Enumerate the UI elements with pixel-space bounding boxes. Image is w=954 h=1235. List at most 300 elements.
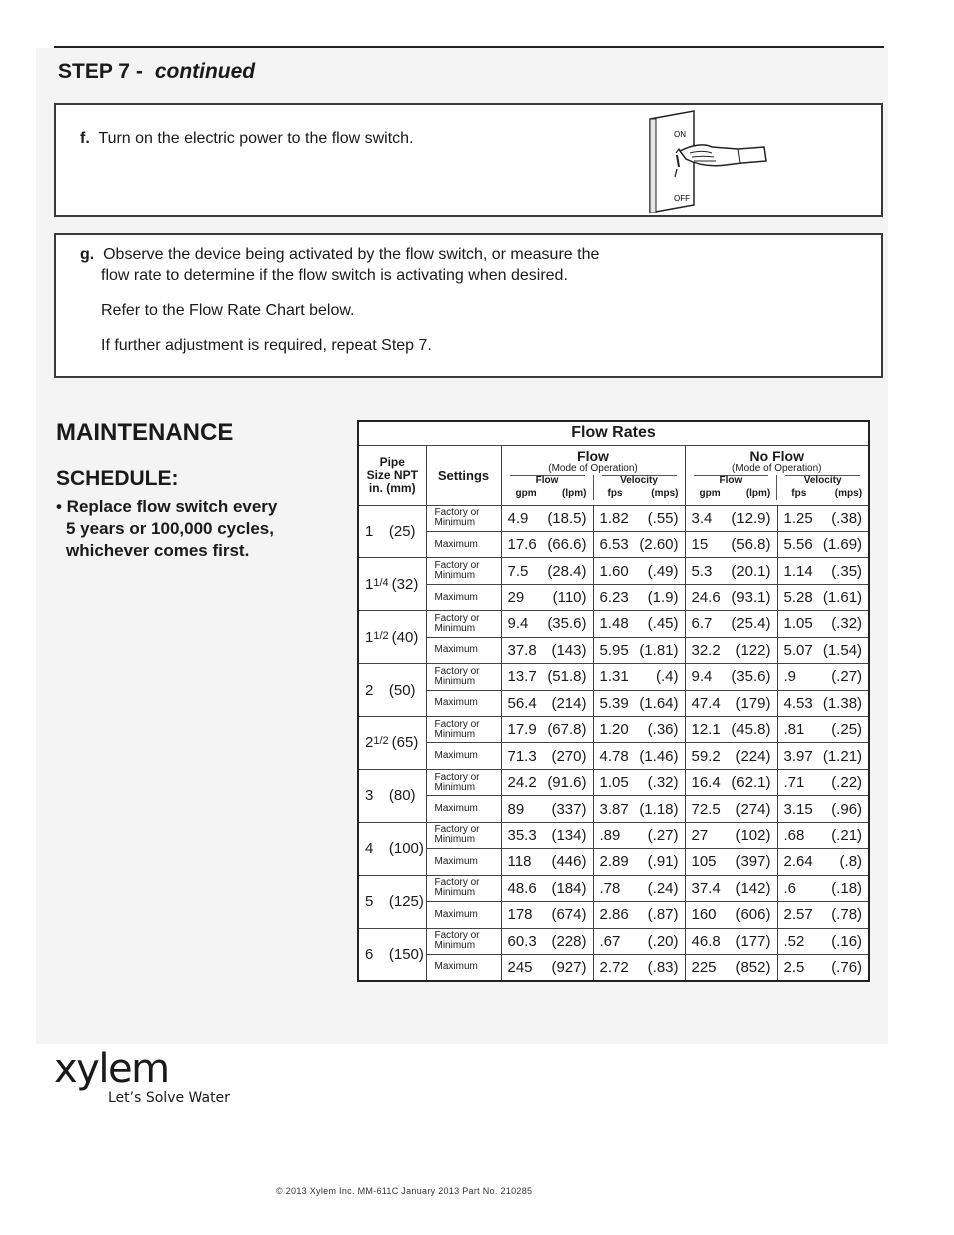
table-row bbox=[358, 796, 869, 822]
value-metric: (852) bbox=[735, 958, 771, 976]
pipe-size-mm: (65) bbox=[391, 734, 419, 752]
value-metric: (270) bbox=[551, 747, 587, 765]
value-primary: 5.39 bbox=[599, 694, 629, 712]
instruction-g-line-4: If further adjustment is required, repeat Step 7. bbox=[101, 337, 432, 354]
setting-minimum bbox=[426, 611, 501, 637]
pipe-size-cell bbox=[358, 822, 426, 875]
value-primary: 1.31 bbox=[599, 668, 629, 686]
schedule-title: SCHEDULE: bbox=[56, 467, 179, 490]
value-primary: 1.05 bbox=[783, 615, 813, 633]
value-primary: 4.78 bbox=[599, 747, 629, 765]
value-metric: (1.61) bbox=[822, 589, 863, 607]
value-primary: 37.8 bbox=[507, 641, 537, 659]
pipe-size-cell bbox=[358, 717, 426, 770]
table-row bbox=[358, 531, 869, 557]
pipe-size-mm: (25) bbox=[388, 522, 416, 540]
value-primary: 225 bbox=[691, 958, 717, 976]
value-metric: (102) bbox=[735, 826, 771, 844]
setting-min-line-2: Minimum bbox=[434, 570, 476, 582]
pipe-header-line-1: Pipe bbox=[379, 454, 405, 469]
pipe-size-mm: (150) bbox=[388, 945, 424, 963]
pipe-size-whole: 5 bbox=[365, 893, 374, 911]
value-cell bbox=[685, 664, 777, 690]
setting-maximum bbox=[426, 637, 501, 663]
value-cell bbox=[501, 743, 593, 769]
value-metric: (.55) bbox=[647, 509, 679, 527]
value-primary: 16.4 bbox=[691, 774, 721, 792]
pipe-size-fraction: 1/2 bbox=[373, 629, 389, 642]
value-primary: 17.9 bbox=[507, 721, 537, 739]
value-metric: (1.9) bbox=[647, 589, 679, 607]
setting-max-text: Maximum bbox=[434, 855, 478, 867]
no-flow-sub-velocity: Velocity bbox=[785, 475, 860, 486]
unit-fps: fps bbox=[607, 487, 623, 499]
value-cell bbox=[777, 769, 869, 795]
instruction-g-line-2: flow rate to determine if the flow switch is activating when desired. bbox=[101, 267, 568, 284]
instruction-box-f bbox=[54, 103, 883, 217]
value-metric: (18.5) bbox=[547, 509, 587, 527]
setting-min-line-1: Factory or bbox=[434, 930, 480, 942]
value-metric: (91.6) bbox=[547, 774, 587, 792]
setting-minimum bbox=[426, 558, 501, 584]
setting-maximum bbox=[426, 743, 501, 769]
setting-maximum bbox=[426, 584, 501, 610]
value-primary: 3.15 bbox=[783, 800, 813, 818]
unit-lpm: (lpm) bbox=[562, 487, 587, 499]
logo-brand: xylem bbox=[54, 1046, 169, 1092]
value-metric: (.49) bbox=[647, 562, 679, 580]
value-cell bbox=[593, 717, 685, 743]
value-primary: 1.14 bbox=[783, 562, 813, 580]
value-cell bbox=[685, 690, 777, 716]
pipe-size-whole: 2 bbox=[365, 734, 374, 752]
value-primary: .68 bbox=[783, 826, 805, 844]
value-cell bbox=[685, 531, 777, 557]
flow-mode-note: (Mode of Operation) bbox=[548, 462, 638, 474]
value-cell bbox=[501, 637, 593, 663]
setting-min-line-2: Minimum bbox=[434, 940, 476, 952]
setting-min-line-1: Factory or bbox=[434, 824, 480, 836]
value-metric: (35.6) bbox=[731, 668, 771, 686]
unit-mps: (mps) bbox=[651, 487, 679, 499]
setting-minimum bbox=[426, 505, 501, 531]
value-cell bbox=[777, 584, 869, 610]
value-primary: 17.6 bbox=[507, 536, 537, 554]
value-cell bbox=[593, 743, 685, 769]
table-row bbox=[358, 717, 869, 743]
value-metric: (.16) bbox=[831, 932, 863, 950]
value-metric: (45.8) bbox=[731, 721, 771, 739]
value-cell bbox=[777, 875, 869, 901]
value-metric: (.96) bbox=[831, 800, 863, 818]
value-cell bbox=[593, 769, 685, 795]
value-metric: (179) bbox=[735, 694, 771, 712]
pipe-size-cell bbox=[358, 928, 426, 981]
maintenance-title: MAINTENANCE bbox=[56, 419, 234, 446]
value-primary: 5.28 bbox=[783, 589, 813, 607]
value-metric: (143) bbox=[551, 641, 587, 659]
value-primary: 56.4 bbox=[507, 694, 537, 712]
flow-sub-velocity: Velocity bbox=[602, 475, 677, 486]
value-metric: (.8) bbox=[839, 853, 863, 871]
value-metric: (927) bbox=[551, 958, 587, 976]
pipe-size-mm: (32) bbox=[391, 575, 419, 593]
setting-max-text: Maximum bbox=[434, 591, 478, 603]
value-metric: (446) bbox=[551, 853, 587, 871]
value-cell bbox=[685, 902, 777, 928]
value-cell bbox=[777, 717, 869, 743]
value-primary: 27 bbox=[691, 826, 709, 844]
schedule-line-3: whichever comes first. bbox=[66, 541, 250, 560]
setting-max-text: Maximum bbox=[434, 803, 478, 815]
table-row bbox=[358, 637, 869, 663]
unit-fps: fps bbox=[791, 487, 807, 499]
value-metric: (.4) bbox=[656, 668, 679, 686]
value-metric: (.25) bbox=[831, 721, 863, 739]
value-cell bbox=[777, 690, 869, 716]
value-metric: (.21) bbox=[831, 826, 863, 844]
value-primary: 71.3 bbox=[507, 747, 537, 765]
value-primary: .9 bbox=[783, 668, 797, 686]
setting-maximum bbox=[426, 796, 501, 822]
pipe-size-cell bbox=[358, 558, 426, 611]
value-cell bbox=[593, 849, 685, 875]
pipe-size-cell bbox=[358, 664, 426, 717]
value-metric: (62.1) bbox=[731, 774, 771, 792]
value-metric: (1.46) bbox=[639, 747, 679, 765]
value-cell bbox=[593, 505, 685, 531]
pipe-size-whole: 4 bbox=[365, 840, 374, 858]
setting-max-text: Maximum bbox=[434, 908, 478, 920]
value-metric: (12.9) bbox=[731, 509, 771, 527]
value-cell bbox=[593, 902, 685, 928]
value-metric: (35.6) bbox=[547, 615, 587, 633]
setting-min-line-2: Minimum bbox=[434, 622, 476, 634]
value-metric: (337) bbox=[551, 800, 587, 818]
value-cell bbox=[593, 690, 685, 716]
table-row bbox=[358, 584, 869, 610]
value-primary: 12.1 bbox=[691, 721, 721, 739]
setting-min-line-1: Factory or bbox=[434, 718, 480, 730]
settings-header-text: Settings bbox=[437, 467, 490, 483]
value-cell bbox=[777, 637, 869, 663]
value-metric: (1.64) bbox=[639, 694, 679, 712]
setting-max-text: Maximum bbox=[434, 697, 478, 709]
no-flow-sub-flow: Flow bbox=[694, 475, 769, 486]
table-row bbox=[358, 902, 869, 928]
setting-min-line-2: Minimum bbox=[434, 781, 476, 793]
value-primary: 105 bbox=[691, 853, 717, 871]
value-primary: 178 bbox=[507, 906, 533, 924]
setting-min-line-2: Minimum bbox=[434, 728, 476, 740]
xylem-logo bbox=[54, 1040, 244, 1110]
value-cell bbox=[593, 584, 685, 610]
value-cell bbox=[501, 928, 593, 954]
value-metric: (1.21) bbox=[822, 747, 863, 765]
pipe-size-mm: (50) bbox=[388, 681, 416, 699]
pipe-size-whole: 3 bbox=[365, 787, 374, 805]
value-primary: 29 bbox=[507, 589, 525, 607]
no-flow-mode-note: (Mode of Operation) bbox=[732, 462, 822, 474]
value-primary: 2.64 bbox=[783, 853, 813, 871]
pipe-size-whole: 2 bbox=[365, 681, 374, 699]
value-metric: (93.1) bbox=[731, 589, 771, 607]
value-cell bbox=[501, 902, 593, 928]
value-cell bbox=[685, 822, 777, 848]
table-row bbox=[358, 849, 869, 875]
value-cell bbox=[685, 928, 777, 954]
flow-sub-flow: Flow bbox=[510, 475, 585, 486]
value-metric: (.38) bbox=[831, 509, 863, 527]
value-metric: (1.69) bbox=[822, 536, 863, 554]
flow-group-header bbox=[501, 445, 685, 505]
setting-min-line-1: Factory or bbox=[434, 560, 480, 572]
flow-rates-table bbox=[357, 420, 870, 982]
value-primary: 59.2 bbox=[691, 747, 721, 765]
value-metric: (.27) bbox=[647, 826, 679, 844]
value-cell bbox=[501, 769, 593, 795]
value-primary: 6.7 bbox=[691, 615, 713, 633]
value-primary: 24.6 bbox=[691, 589, 721, 607]
value-primary: .52 bbox=[783, 932, 805, 950]
setting-min-line-2: Minimum bbox=[434, 675, 476, 687]
table-row bbox=[358, 954, 869, 981]
value-cell bbox=[593, 531, 685, 557]
value-primary: 9.4 bbox=[691, 668, 713, 686]
pipe-size-cell bbox=[358, 875, 426, 928]
step-continued: continued bbox=[154, 60, 256, 83]
table-row bbox=[358, 822, 869, 848]
setting-min-line-1: Factory or bbox=[434, 771, 480, 783]
value-primary: 6.23 bbox=[599, 589, 629, 607]
instruction-g-text-1: Observe the device being activated by the flow switch, or measure the bbox=[103, 246, 600, 263]
table-row bbox=[358, 505, 869, 531]
value-primary: 2.89 bbox=[599, 853, 629, 871]
value-cell bbox=[685, 849, 777, 875]
value-cell bbox=[501, 796, 593, 822]
instruction-g-line-3: Refer to the Flow Rate Chart below. bbox=[101, 302, 355, 319]
value-primary: 89 bbox=[507, 800, 525, 818]
power-switch-illustration bbox=[646, 109, 776, 213]
setting-max-text: Maximum bbox=[434, 961, 478, 973]
value-primary: 2.86 bbox=[599, 906, 629, 924]
pipe-size-cell bbox=[358, 769, 426, 822]
value-primary: 1.25 bbox=[783, 509, 813, 527]
setting-max-text: Maximum bbox=[434, 644, 478, 656]
instruction-f bbox=[80, 129, 414, 149]
value-primary: 3.4 bbox=[691, 509, 713, 527]
setting-min-line-1: Factory or bbox=[434, 612, 480, 624]
pipe-size-header bbox=[358, 445, 426, 505]
value-primary: 15 bbox=[691, 536, 709, 554]
setting-min-line-1: Factory or bbox=[434, 877, 480, 889]
value-metric: (110) bbox=[552, 589, 587, 607]
value-cell bbox=[593, 664, 685, 690]
value-cell bbox=[593, 822, 685, 848]
pipe-size-cell bbox=[358, 611, 426, 664]
unit-gpm: gpm bbox=[699, 487, 721, 499]
setting-max-text: Maximum bbox=[434, 538, 478, 550]
value-cell bbox=[593, 796, 685, 822]
value-primary: 5.56 bbox=[783, 536, 813, 554]
value-cell bbox=[593, 954, 685, 981]
instruction-f-text: Turn on the electric power to the flow switch. bbox=[98, 130, 414, 147]
value-primary: 48.6 bbox=[507, 879, 537, 897]
value-metric: (51.8) bbox=[547, 668, 587, 686]
value-metric: (397) bbox=[735, 853, 771, 871]
value-metric: (.18) bbox=[831, 879, 863, 897]
value-cell bbox=[501, 954, 593, 981]
no-flow-header-text: No Flow bbox=[749, 447, 804, 464]
flow-header-text: Flow bbox=[577, 447, 609, 464]
value-primary: 72.5 bbox=[691, 800, 721, 818]
pipe-size-mm: (100) bbox=[388, 840, 424, 858]
setting-min-line-2: Minimum bbox=[434, 887, 476, 899]
value-metric: (20.1) bbox=[731, 562, 771, 580]
setting-minimum bbox=[426, 717, 501, 743]
value-cell bbox=[685, 954, 777, 981]
setting-min-line-1: Factory or bbox=[434, 507, 480, 519]
setting-minimum bbox=[426, 664, 501, 690]
unit-lpm: (lpm) bbox=[745, 487, 771, 499]
value-primary: 5.95 bbox=[599, 641, 629, 659]
pipe-size-whole: 1 bbox=[365, 522, 374, 540]
value-cell bbox=[501, 584, 593, 610]
value-primary: 47.4 bbox=[691, 694, 721, 712]
value-cell bbox=[777, 664, 869, 690]
value-cell bbox=[777, 743, 869, 769]
value-cell bbox=[777, 822, 869, 848]
value-cell bbox=[501, 875, 593, 901]
value-primary: 60.3 bbox=[507, 932, 537, 950]
value-primary: 1.82 bbox=[599, 509, 629, 527]
pipe-header-line-2: Size NPT bbox=[366, 467, 418, 482]
table-title: Flow Rates bbox=[358, 421, 869, 445]
value-metric: (.22) bbox=[831, 774, 863, 792]
value-metric: (224) bbox=[735, 747, 771, 765]
table-row bbox=[358, 769, 869, 795]
value-primary: 3.87 bbox=[599, 800, 629, 818]
value-metric: (66.6) bbox=[547, 536, 587, 554]
value-cell bbox=[501, 822, 593, 848]
value-cell bbox=[777, 928, 869, 954]
value-primary: 37.4 bbox=[691, 879, 721, 897]
unit-mps: (mps) bbox=[834, 487, 863, 499]
value-primary: .89 bbox=[599, 826, 621, 844]
switch-off-label: OFF bbox=[674, 194, 690, 203]
value-primary: 7.5 bbox=[507, 562, 529, 580]
setting-maximum bbox=[426, 690, 501, 716]
value-metric: (606) bbox=[735, 906, 771, 924]
table-row bbox=[358, 664, 869, 690]
setting-minimum bbox=[426, 822, 501, 848]
settings-header bbox=[426, 445, 501, 505]
value-metric: (.27) bbox=[831, 668, 863, 686]
value-primary: 5.07 bbox=[783, 641, 813, 659]
value-metric: (.76) bbox=[831, 958, 863, 976]
value-metric: (.78) bbox=[831, 906, 863, 924]
value-cell bbox=[685, 717, 777, 743]
value-primary: .71 bbox=[783, 774, 805, 792]
table-row bbox=[358, 690, 869, 716]
value-cell bbox=[501, 505, 593, 531]
pipe-header-line-3: in. (mm) bbox=[368, 480, 416, 495]
value-primary: 13.7 bbox=[507, 668, 537, 686]
table-row bbox=[358, 611, 869, 637]
value-metric: (.91) bbox=[647, 853, 679, 871]
value-cell bbox=[501, 690, 593, 716]
pipe-size-whole: 6 bbox=[365, 945, 374, 963]
table-row bbox=[358, 875, 869, 901]
value-metric: (674) bbox=[551, 906, 587, 924]
value-primary: .78 bbox=[599, 879, 621, 897]
value-metric: (.20) bbox=[647, 932, 679, 950]
value-cell bbox=[685, 505, 777, 531]
no-flow-group-header bbox=[685, 445, 869, 505]
value-metric: (.83) bbox=[647, 958, 679, 976]
value-cell bbox=[777, 505, 869, 531]
value-metric: (1.18) bbox=[639, 800, 679, 818]
value-primary: 245 bbox=[507, 958, 533, 976]
value-cell bbox=[777, 531, 869, 557]
value-metric: (56.8) bbox=[731, 536, 771, 554]
value-cell bbox=[501, 849, 593, 875]
unit-gpm: gpm bbox=[515, 487, 537, 499]
value-cell bbox=[685, 584, 777, 610]
value-cell bbox=[685, 796, 777, 822]
setting-min-line-2: Minimum bbox=[434, 834, 476, 846]
instruction-g-line-1 bbox=[80, 245, 599, 265]
value-metric: (142) bbox=[735, 879, 771, 897]
value-primary: 2.72 bbox=[599, 958, 629, 976]
value-primary: 9.4 bbox=[507, 615, 529, 633]
value-metric: (28.4) bbox=[547, 562, 587, 580]
value-primary: .6 bbox=[783, 879, 797, 897]
value-primary: 4.53 bbox=[783, 694, 813, 712]
value-metric: (122) bbox=[735, 641, 771, 659]
value-metric: (1.81) bbox=[639, 641, 679, 659]
value-cell bbox=[777, 796, 869, 822]
top-rule bbox=[54, 46, 884, 48]
value-primary: 1.05 bbox=[599, 774, 629, 792]
value-metric: (.24) bbox=[647, 879, 679, 897]
value-metric: (25.4) bbox=[731, 615, 771, 633]
value-primary: 1.60 bbox=[599, 562, 629, 580]
value-primary: 1.20 bbox=[599, 721, 629, 739]
value-primary: 5.3 bbox=[691, 562, 713, 580]
setting-minimum bbox=[426, 928, 501, 954]
table-row bbox=[358, 558, 869, 584]
value-cell bbox=[685, 637, 777, 663]
pipe-size-cell bbox=[358, 505, 426, 558]
value-cell bbox=[501, 558, 593, 584]
setting-maximum bbox=[426, 849, 501, 875]
value-primary: 32.2 bbox=[691, 641, 721, 659]
value-cell bbox=[685, 611, 777, 637]
value-primary: .81 bbox=[783, 721, 805, 739]
value-cell bbox=[777, 611, 869, 637]
schedule-line-1: • Replace flow switch every bbox=[56, 497, 278, 516]
table-row bbox=[358, 743, 869, 769]
value-primary: 3.97 bbox=[783, 747, 813, 765]
value-cell bbox=[685, 769, 777, 795]
value-metric: (177) bbox=[735, 932, 771, 950]
value-cell bbox=[501, 611, 593, 637]
setting-min-line-1: Factory or bbox=[434, 665, 480, 677]
flow-rates-body bbox=[358, 505, 869, 981]
instruction-f-letter: f. bbox=[80, 130, 90, 147]
value-metric: (.87) bbox=[647, 906, 679, 924]
